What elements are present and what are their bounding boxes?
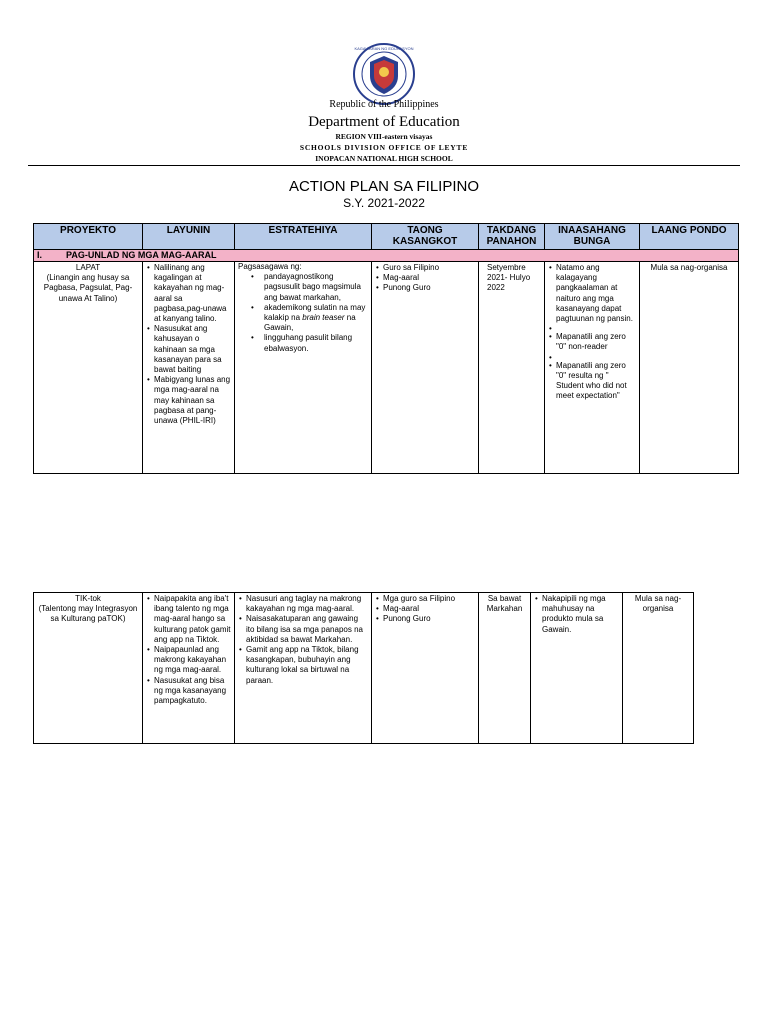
proyekto-cell <box>34 593 143 744</box>
proyekto-cell <box>34 262 143 474</box>
panahon-text: Setyembre 2021- Hulyo 2022 <box>487 263 531 293</box>
list-item: • Naipapakita ang iba't ibang talento ng mga mag-aaral hango sa kulturang patok gamit ang app na Tiktok. <box>154 594 231 645</box>
column-header-taong-kasangkot: TAONG KASANGKOT <box>372 224 479 250</box>
action-plan-table-1 <box>33 223 739 474</box>
list-item: • Nasusukat ang bisa ng mga kasanayang pampagkatuto. <box>154 676 231 707</box>
list-item: • Mapanatili ang zero "0" resulta ng " Student who did not meet expectation" <box>556 361 636 402</box>
svg-text:KAGAWARAN NG EDUKASYON: KAGAWARAN NG EDUKASYON <box>354 46 414 51</box>
estratehiya-intro: Pagsasagawa ng: <box>238 262 302 271</box>
proyekto-name: LAPAT <box>75 263 101 272</box>
list-item: • Punong Guro <box>383 283 475 293</box>
panahon-text: Sa bawat Markahan <box>486 594 523 614</box>
panahon-cell <box>479 593 531 744</box>
pondo-cell <box>623 593 694 744</box>
list-item: • Mabigyang lunas ang mga mag-aaral na may kahinaan sa pagbasa at pang-unawa (PHIL-IRI) <box>154 375 231 426</box>
list-item: • Mag-aaral <box>383 604 475 614</box>
page-title: ACTION PLAN SA FILIPINO <box>288 178 480 195</box>
pondo-text: Mula sa nag-organisa <box>650 263 728 272</box>
list-item: • Punong Guro <box>383 614 475 624</box>
list-item: • Guro sa Filipino <box>383 263 475 273</box>
table-row <box>34 593 694 744</box>
school-name: INOPACAN NATIONAL HIGH SCHOOL <box>315 154 453 163</box>
list-item: • pandayagnostikong pagsusulit bago magsimula ang bawat markahan, <box>264 272 368 303</box>
list-item: • Nakapipili ng mga mahuhusay na produkto mula sa Gawain. <box>542 594 619 635</box>
column-header-layunin: LAYUNIN <box>143 224 235 250</box>
list-item: • Nasusukat ang kahusayan o kahinaan sa mga kasanayan para sa bawat baiting <box>154 324 231 375</box>
bunga-cell <box>531 593 623 744</box>
table-header-row <box>34 224 739 250</box>
list-spacer <box>556 353 636 361</box>
layunin-cell <box>143 593 235 744</box>
list-item: • Naisasakatuparan ang gawaing ito bilang isa sa mga panapos na aktibidad sa bawat Markahan. <box>246 614 368 645</box>
panahon-cell <box>479 262 545 474</box>
division-text: SCHOOLS DIVISION OFFICE OF LEYTE <box>299 143 469 152</box>
school-year: S.Y. 2021-2022 <box>343 196 425 210</box>
kasangkot-cell <box>372 262 479 474</box>
layunin-cell <box>143 262 235 474</box>
proyekto-name: TIK-tok <box>75 594 101 603</box>
republic-text: Republic of the Philippines <box>329 99 439 110</box>
list-item: • Nasusuri ang taglay na makrong kakayahan ng mga mag-aaral. <box>246 594 368 614</box>
list-item: • Mag-aaral <box>383 273 475 283</box>
department-name: Department of Education <box>308 114 460 130</box>
kasangkot-cell <box>372 593 479 744</box>
list-item: • akademikong sulatin na may kalakip na brain teaser na Gawain, <box>264 303 368 334</box>
column-header-inaasahang-bunga: INAASAHANG BUNGA <box>545 224 640 250</box>
action-plan-table-2 <box>33 592 694 744</box>
proyekto-description: (Linangin ang husay sa Pagbasa, Pagsulat, Pag-unawa At Talino) <box>43 273 133 303</box>
list-item: • lingguhang pasulit bilang ebalwasyon. <box>264 333 368 353</box>
section-label: I. PAG-UNLAD NG MGA MAG-AARAL <box>34 250 739 262</box>
list-item: • Mga guro sa Filipino <box>383 594 475 604</box>
table-row <box>34 262 739 474</box>
proyekto-description: (Talentong may Integrasyon sa Kulturang paTOK) <box>38 604 138 624</box>
list-item: • Nalilinang ang kagalingan at kakayahan ng mag-aaral sa pagbasa,pag-unawa at kanyang talino. <box>154 263 231 324</box>
brain-teaser-text: brain teaser <box>302 313 345 323</box>
pondo-cell <box>640 262 739 474</box>
column-header-laang-pondo: LAANG PONDO <box>640 224 739 250</box>
estratehiya-cell <box>235 262 372 474</box>
estratehiya-cell <box>235 593 372 744</box>
list-item: • Mapanatili ang zero "0" non-reader <box>556 332 636 352</box>
list-item: • Natamo ang kalagayang pangkaalaman at naituro ang mga kasanayang dapat pagtuunan ng pansin. <box>556 263 636 324</box>
column-header-estratehiya: ESTRATEHIYA <box>235 224 372 250</box>
section-row <box>34 250 739 262</box>
pondo-text: Mula sa nag-organisa <box>634 594 682 614</box>
column-header-proyekto: PROYEKTO <box>34 224 143 250</box>
region-text: REGION VIII-eastern visayas <box>335 132 433 141</box>
bunga-cell <box>545 262 640 474</box>
list-item: • Gamit ang app na Tiktok, bilang kasangkapan, bubuhayin ang kulturang lokal sa birtuwal na paraan. <box>246 645 368 686</box>
list-item: • Naipapaunlad ang makrong kakayahan ng mga mag-aaral. <box>154 645 231 676</box>
list-spacer <box>556 324 636 332</box>
header-divider <box>28 165 740 166</box>
deped-seal-logo <box>352 42 416 106</box>
column-header-takdang-panahon: TAKDANG PANAHON <box>479 224 545 250</box>
